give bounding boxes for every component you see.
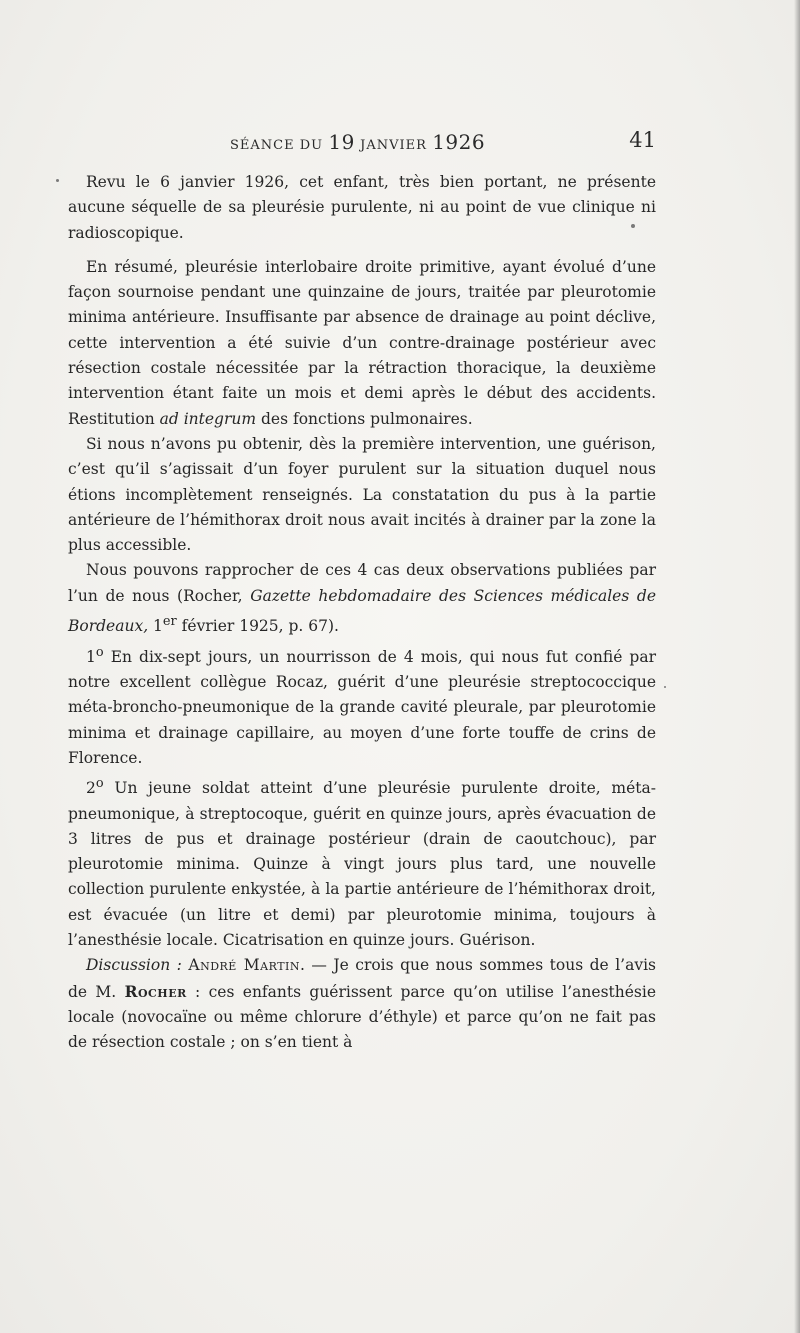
paragraph-case-2: 2$^o$ Un jeune soldat atteint d’une pleurésie purulente droite, méta-pneumonique, à streptocoque, guérit en quinze jours, après évacuation de 3 litres de pus et drainage postérieur (drain de caoutchouc), par pleurotomie minima. Quinze à vingt jours plus tard, une nouvelle collection purulente enkystée, à la partie antérieure de l’hémithorax droit, est évacuée (un litre et demi) par pleurotomie minima, toujours à l’anesthésie locale. Cicatrisation en quinze jours. Guérison.	[68, 776, 656, 950]
paragraph-observations: Nous pouvons rapprocher de ces 4 cas deux observations publiées par l’un de nous (Rocher, Gazette hebdomadaire des Sciences médicales de Bordeaux, 1er février 1925, p. 67).	[68, 561, 656, 636]
paragraph-revu: Revu le 6 janvier 1926, cet enfant, très bien portant, ne présente aucune séquelle de sa pleurésie purulente, ni au point de vue clinique ni radioscopique.	[68, 173, 656, 242]
paper-speck	[664, 686, 666, 688]
body-text	[68, 170, 656, 1056]
paragraph-resume: En résumé, pleurésie interlobaire droite primitive, ayant évolué d’une façon sournoise pendant une quinzaine de jours, traitée par pleurotomie minima antérieure. Insuffisante par absence de drainage au point déclive, cette intervention a été suivie d’un contre-drainage postérieur avec résection costale nécessitée par la rétraction thoracique, la deuxième intervention étant faite un mois et demi après le début des accidents. Restitution ad integrum des fonctions pulmonaires.	[68, 257, 656, 428]
running-header	[230, 128, 656, 158]
page-number: 41	[629, 128, 656, 152]
paper-speck	[631, 224, 635, 228]
paragraph-case-1: 1$^o$ En dix-sept jours, un nourrisson de 4 mois, qui nous fut confié par notre excellent collègue Rocaz, guérit d’une pleurésie streptococcique méta-broncho-pneumonique de la grande cavité pleurale, par pleurotomie minima et drainage capillaire, au moyen d’une forte touffe de crins de Florence.	[68, 644, 656, 767]
header-title: SÉANCE DU 19 JANVIER 1926	[230, 130, 486, 154]
paper-speck	[56, 179, 59, 182]
paragraph-discussion: Discussion : André Martin. — Je crois que nous sommes tous de l’avis de M. Rocher : ces enfants guérissent parce qu’on utilise l’anesthésie locale (novocaïne ou même chlorure d’éthyle) et parce qu’on ne fait pas de résection costale ; on s’en tient à	[68, 956, 656, 1052]
paragraph-guerison: Si nous n’avons pu obtenir, dès la première intervention, une guérison, c’est qu’il s’agissait d’un foyer purulent sur la situation duquel nous étions incomplètement renseignés. La constatation du pus à la partie antérieure de l’hémithorax droit nous avait incités à drainer par la zone la plus accessible.	[68, 434, 656, 555]
page-edge-shadow	[794, 0, 800, 1333]
